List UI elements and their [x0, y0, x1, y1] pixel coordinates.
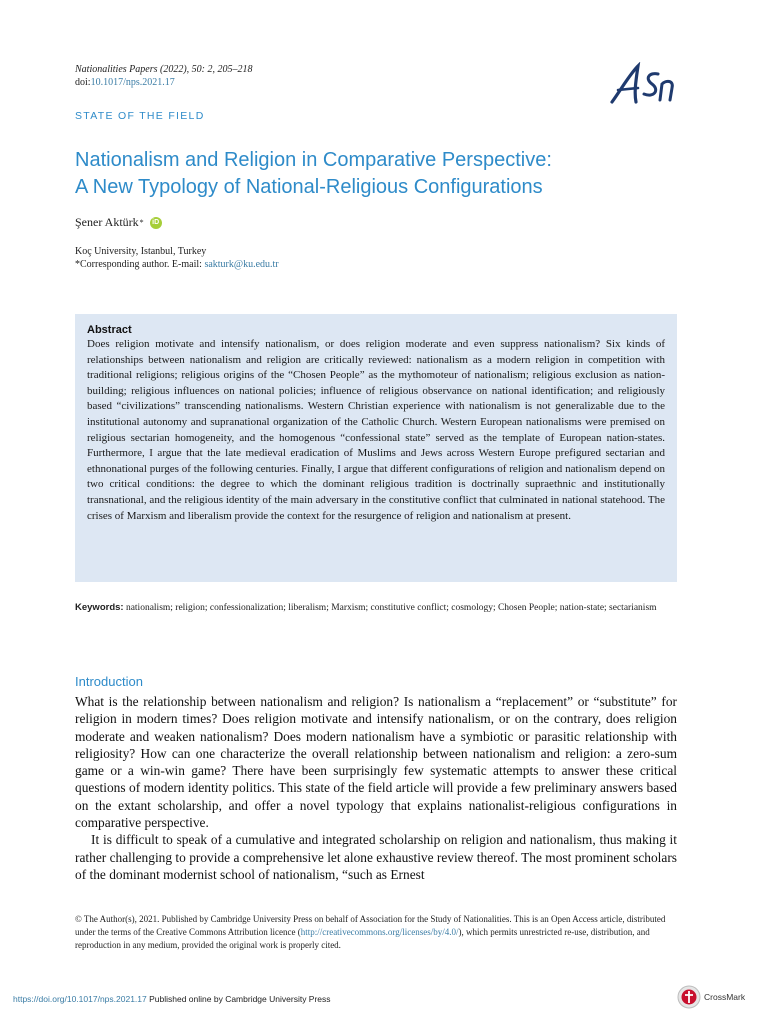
institution: Koç University, Istanbul, Turkey — [75, 246, 207, 257]
keywords-label: Keywords: — [75, 602, 124, 613]
license-notice — [75, 913, 677, 952]
corresponding-author — [75, 258, 279, 271]
corresponding-prefix: *Corresponding author. E-mail: — [75, 259, 205, 270]
abstract-text: Does religion motivate and intensify nationalism, or does religion moderate and even suppress nationalism? Six kinds of relationships between nationalism and religion are critically reviewed: nationalism as a modern religion in competition with traditional religions; religious origins of the “Chosen People” as the mythomoteur of nationalism; religious exclusion as nation-building; religious influences on national policies; influence of religious observance on national identification; and religiously based “civilizations” transcending nationalisms. Western Christian experience with nationalism is not generalizable due to the institutional autonomy and supranational organization of the Catholic Church. Western European nationalisms were premised on religious sectarian homogeneity, and the homogenous “confessional state” served as the template of European nation-states. Furthermore, I argue that the late medieval eradication of Muslims and Jews across Western Europe prefigured sectarian and ethnonational purges of the following centuries. Finally, I argue that different configurations of religion and nationalism depend on two critical conditions: the degree to which the dominant religious tradition is doctrinally supraethnic and institutionally transnational, and the religious identity of the main adversary in the constitutive conflict that culminated in national statehood. The crises of Marxism and liberalism provide the context for the resurgence of religion and nationalism at present. — [87, 338, 665, 522]
keywords-text: nationalism; religion; confessionalization; liberalism; Marxism; constitutive conflict; cosmology; Chosen People; nation-state; sectarianism — [123, 603, 657, 613]
abstract-box — [75, 314, 677, 582]
license-link[interactable]: http://creativecommons.org/licenses/by/4.0/ — [300, 927, 459, 937]
doi-prefix: doi: — [75, 77, 91, 88]
email-link[interactable]: sakturk@ku.edu.tr — [204, 259, 279, 270]
doi-link[interactable]: 10.1017/nps.2021.17 — [90, 77, 175, 88]
footer — [13, 994, 331, 1004]
affiliation — [75, 245, 279, 271]
title-line-2: A New Typology of National-Religious Configurations — [75, 176, 543, 198]
article-title — [75, 147, 695, 201]
author-name[interactable]: Şener Aktürk — [75, 215, 139, 229]
paragraph: What is the relationship between nationalism and religion? Is nationalism a “replacement” or “substitute” for religion in modern times? Does religion motivate and intensify nationalism, or on the contrary, does religion moderate and weaken nationalism? Does modern nationalism have a symbiotic or parasitic relationship with religiosity? How can one characterize the overall relationship between nationalism and religion: a zero-sum game or a win-win game? There have been surprisingly few systematic attempts to answer these critical questions of modern identity politics. This state of the field article will provide a few preliminary answers based on the extant scholarship, and offer a novel typology that explains nationalist-religious configurations in comparative perspective. — [75, 694, 677, 831]
crossmark-label: CrossMark — [704, 992, 746, 1002]
introduction-body — [75, 693, 677, 883]
journal-citation: Nationalities Papers (2022), 50: 2, 205–218 — [75, 64, 253, 75]
introduction-heading: Introduction — [75, 674, 143, 689]
orcid-icon[interactable]: iD — [150, 217, 162, 229]
doi-line — [75, 77, 175, 88]
footer-published: Published online by Cambridge University Press — [146, 994, 331, 1004]
license-text-after: ), which permits unrestricted re-use, distribution, and reproduction in any medium, provided the original work is properly cited. — [75, 927, 650, 950]
keywords — [75, 601, 677, 616]
crossmark-button[interactable] — [677, 985, 745, 1009]
paragraph: It is difficult to speak of a cumulative and integrated scholarship on religion and nationalism, thus making it rather challenging to provide a comprehensive let alone exhaustive review thereof. The most prominent scholars of the dominant modernist school of nationalism, “such as Ernest — [75, 832, 677, 882]
corresponding-marker: * — [139, 218, 144, 227]
title-line-1: Nationalism and Religion in Comparative Perspective: — [75, 149, 552, 171]
author — [75, 215, 162, 230]
license-text-before: © The Author(s), 2021. Published by Cambridge University Press on behalf of Association for the Study of Nationalities. This is an Open Access article, distributed under the terms of the Creative Commons Attribution licence ( — [75, 914, 666, 937]
footer-doi-link[interactable]: https://doi.org/10.1017/nps.2021.17 — [13, 994, 147, 1004]
section-label: STATE OF THE FIELD — [75, 110, 205, 122]
asn-logo — [608, 62, 680, 108]
crossmark-icon — [677, 985, 701, 1009]
abstract-heading: Abstract — [87, 324, 132, 336]
